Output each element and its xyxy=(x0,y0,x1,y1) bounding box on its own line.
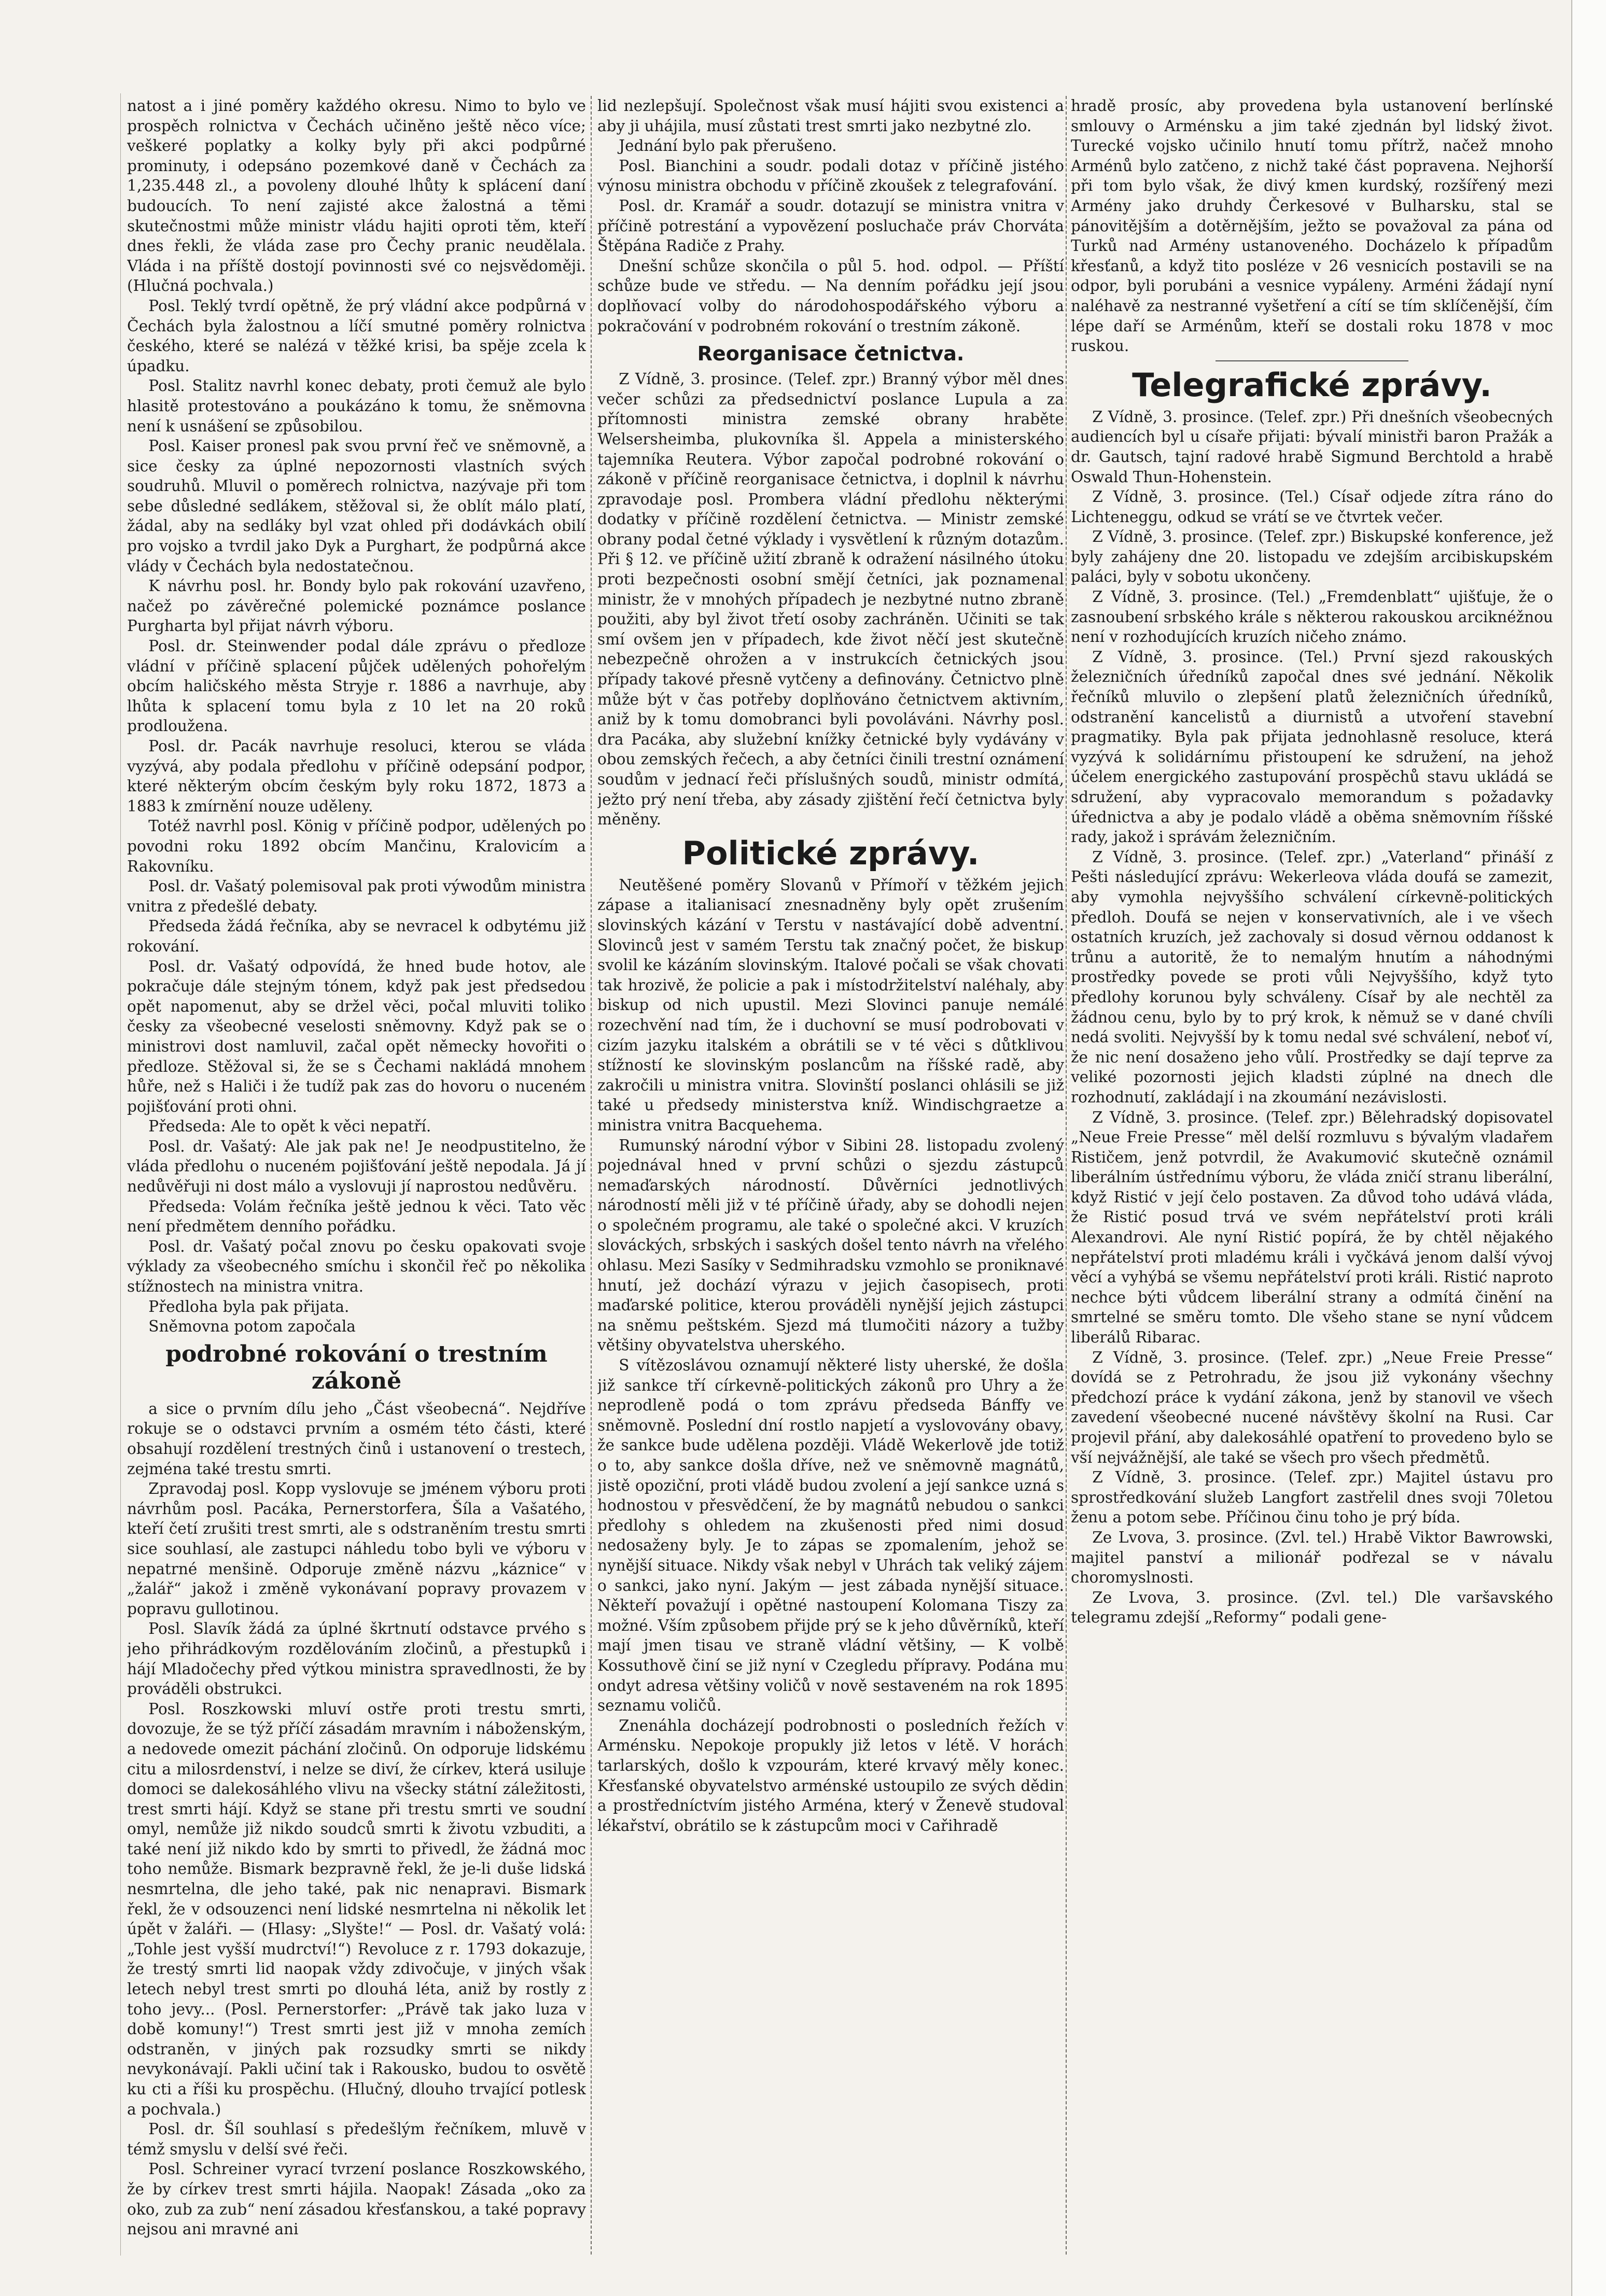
section-heading: Reorganisace četnictva. xyxy=(697,342,965,366)
telegram-item: Z Vídně, 3. prosince. (Tel.) „Fremdenblatt“ ujišťuje, že o zasnoubení srbského krále s některou rakouskou arciknéžnou není v rozhodujících kruzích ničeho známo. xyxy=(1071,588,1553,646)
page-margin-line xyxy=(120,93,121,2256)
article-paragraph: Posl. dr. Vašatý polemisoval pak proti výwodům ministra vnitra z předešlé debaty. xyxy=(127,877,586,915)
section-heading: Politické zprávy. xyxy=(682,834,980,872)
article-paragraph: Zpravodaj posl. Kopp vyslovuje se jménem výboru proti návrhům posl. Pacáka, Pernerstorfera, Šíla a Vašatého, kteří četí zrušiti trest smrti, ale s odstraněním trestu smrti sice souhlasí, ale zastupci náhledu tobo byli ve výboru v nepatrné menšině. Odporuje změně názvu „káznice“ v „žalář“ jakož i změně vykonávaní popravy provazem v popravu gullotinou. xyxy=(127,1480,586,1618)
arménsko-continued: hradě prosíc, aby provedena byla ustanovení berlínské smlouvy o Arménsku a jim také zjednán byl lidský život. Turecké vojsko učinilo hnutí tomu přítrž, načež mnoho Arménů bylo zatčeno, z nichž také část popravena. Nejhorší při tom bylo však, že divý kmen kurdský, rozšířený mezi Armény jako druhdy Čerkesové v Bulharsku, stal se pánovitějším a dotěrnějším, ježto se považoval za pána od Turků nad Armény ustanoveného. Docházelo k případům křesťanů, a když tito posléze v 26 vesnicích postavili se na odpor, byli porubáni a vesnice vypáleny. Arméni žádají nyní naléhavě za nestranné vyšetření a cítí se tím sklíčenější, čím lépe daří se Arménům, kteří se dostali roku 1878 v moc ruskou. xyxy=(1071,97,1553,355)
article-paragraph: Posl. Stalitz navrhl konec debaty, proti čemuž ale bylo hlasitě protestováno a poukázáno k tomu, že sněmovna není k usnášení se způsobilou. xyxy=(127,377,586,435)
telegram-item: Z Vídně, 3. prosince. (Tel.) Císař odjede zítra ráno do Lichteneggu, odkud se vrátí se ve čtvrtek večer. xyxy=(1071,488,1553,526)
article-paragraph: Předseda žádá řečníka, aby se nevracel k odbytému již rokování. xyxy=(127,917,586,955)
article-paragraph: Posl. Schreiner vyrací tvrzení poslance Roszkowského, že by církev trest smrti hájila. Naopak! Zásada „oko za oko, zub za zub“ není zásadou křesťanskou, a také popravy nejsou ani mravné ani xyxy=(127,2160,586,2238)
subsection-heading: podrobné rokování o trestním zákoně xyxy=(165,1340,548,1394)
column-3 xyxy=(1071,96,1553,2255)
article-paragraph: Sněmovna potom započala xyxy=(148,1318,356,1336)
article-paragraph: Předseda: Volám řečníka ještě jednou k věci. Tato věc není předmětem denního pořádku. xyxy=(127,1197,586,1236)
article-paragraph: Předseda: Ale to opět k věci nepatří. xyxy=(148,1117,431,1136)
article-paragraph: Posl. dr. Vašatý odpovídá, že hned bude hotov, ale pokračuje dále stejným tónem, když pak jest předsedou opět napomenut, aby se držel věci, počal mluviti toliko česky za všeobecné veselosti sněmovny. Když pak se o ministrovi dost namluvil, začal opět německy hovořiti o předloze. Stěžoval si, že se s Čechami nakládá mnohem hůře, než s Haliči i že tudíž pak zas do hovoru o nuceném pojišťování proti ohni. xyxy=(127,957,586,1115)
telegram-item: Z Vídně, 3. prosince. (Telef. zpr.) Při dnešních všeobecných audiencích byl u císaře přijati: bývalí ministři baron Pražák a dr. Gautsch, tajní radové hrabě Sigmund Berchtold a hrabě Oswald Thun-Hohenstein. xyxy=(1071,408,1553,486)
article-paragraph: Rumunský národní výbor v Sibini 28. listopadu zvolený pojednával hned v první schůzi o sjezdu zástupců nemaďarských národností. Důvěrníci jednotlivých národností měli již v té příčině úřady, aby se dohodli nejen o společném programu, ale také o společné akci. V kruzích slováckých, srbských i saských došel tento návrh na vřelého ohlasu. Mezi Sasíky v Sedmihradsku vzmohlo se proniknavé hnutí, jež dochází výrazu v jejich časopisech, proti maďarské politice, kterou prováděli nynější jejich zástupci na sněmu peštském. Sjezd má tlumočiti názory a tužby většiny obyvatelstva uherského. xyxy=(597,1136,1064,1354)
article-paragraph: Posl. Roszkowski mluví ostře proti trestu smrti, dovozuje, že se týž příčí zásadám mravním i náboženským, a nedovede omezit páchání zločinů. On odporuje lidskému citu a milosrdenství, i nelze se diví, že církev, která usiluje domoci se dalekosáhlého vlivu na všecky státní záležitosti, trest smrti hájí. Když se stane při trestu smrti ve soudní omyl, nemůže již nikdo soudců smrti k životu vzbuditi, a také není již nikdo kdo by smrti to přivedl, že žádná moc toho nemůže. Bismark bezpravně řekl, že je-li duše lidská nesmrtelna, dle jeho také, pak nic nenapravi. Bismark řekl, že v odsouzenci není lidské nesmrtelna ni několik let úpět v žaláři. — (Hlasy: „Slyšte!“ — Posl. dr. Vašatý volá: „Tohle jest vyšší mudrctví!“) Revoluce z r. 1793 dokazuje, že trestý smrti lid naopak vždy zdivočuje, v jiných však letech nebyl trest smrti po dlouhá léta, aniž by rostly z toho jevy... (Posl. Pernerstorfer: „Právě tak jako luza v době komuny!“) Trest smrti jest již v mnoha zemích odstraněn, v jiných pak rozsudky smrti se nikdy nevykonávají. Pakli učiní tak i Rakousko, budou to osvětě ku cti a říši ku prospěchu. (Hlučný, dlouho trvající potlesk a pochvala.) xyxy=(127,1700,586,2118)
article-paragraph: Dnešní schůze skončila o půl 5. hod. odpol. — Příští schůze bude ve středu. — Na denním pořádku její jsou doplňovací volby do národohospodářského výboru a pokračování v podrobném rokování o trestním zákoně. xyxy=(597,257,1064,335)
telegram-item: Z Vídně, 3. prosince. (Telef. zpr.) Biskupské konference, jež byly zahájeny dne 20. listopadu ve zdejším arcibiskupském paláci, byly v sobotu ukončeny. xyxy=(1071,528,1553,586)
article-paragraph: Neutěšené poměry Slovanů v Přímoří v těžkém jejich zápase a italianisací znesnadněny byly opět zrušením slovinských kázání v Terstu v nastávající době adventní. Slovinců jest v samém Terstu tak značný počet, že biskup svolil ke kázáním slovinským. Italové počali se však chovati tak hrozivě, že policie a pak i místodržitelství naléhaly, aby biskup od nich upustil. Mezi Slovinci panuje nemálé rozechvění nad tím, že i duchovní se musí podrobovati v cizím jazyku italském a obrátili se v té věci s důtklivou stížností ke slovinským poslancům na říšské radě, aby zakročili u ministra vnitra. Slovinští poslanci ohlásili se již také u předsedy ministerstva kníž. Windischgraetze a ministra vnitra Bacquehema. xyxy=(597,876,1064,1134)
article-paragraph: Posl. dr. Pacák navrhuje resoluci, kterou se vláda vyzývá, aby podala předlohu v příčině odepsání podpor, které některým obcím českým byly roku 1872, 1873 a 1883 k zmírnění nouze uděleny. xyxy=(127,737,586,815)
article-paragraph: a sice o prvním dílu jeho „Část všeobecná“. Nejdříve rokuje se o odstavci prvním a osmém této části, které obsahují rozdělení trestných činů i ustanovení o trestech, zejména také trestu smrti. xyxy=(127,1399,586,1478)
article-paragraph: Posl. Slavík žádá za úplné škrtnutí odstavce prvého s jeho přihrádkovým rozdělováním zločinů, a přestupků i hájí Mladočechy před výtkou ministra spravedlnosti, že by prováděli obstrukci. xyxy=(127,1620,586,1698)
telegram-item: Ze Lvova, 3. prosince. (Zvl. tel.) Hrabě Viktor Bawrowski, majitel panství a milionář podřezal se v návalu choromyslnosti. xyxy=(1071,1528,1553,1587)
article-paragraph: Totéž navrhl posl. König v příčině podpor, udělených po povodni roku 1892 obcím Mančinu, Kralovicím a Rakovníku. xyxy=(127,817,586,875)
article-paragraph: Předloha byla pak přijata. xyxy=(148,1297,350,1315)
article-paragraph: Z Vídně, 3. prosince. (Telef. zpr.) Branný výbor měl dnes večer schůzi za předsednictví poslance Lupula a za přítomnosti ministra zemské obrany hraběte Welsersheimba, plukovníka šl. Appela a ministerského tajemníka Reutera. Výbor započal podrobné rokování o zákoně v příčině reorganisace četnictva, i doplnil k návrhu zpravodaje posl. Prombera vládní předlohu některými dodatky v příčině rozdělení četnictva. — Ministr zemské obrany podal četné výklady i vysvětlení k různým dotazům. Při § 12. ve příčině užití zbraně k odražení násilného útoku proti bezpečnosti osobní smějí četníci, jak poznamenal ministr, že v mnohých případech je nezbytné nutno zbraně použiti, aby byl život třetí osoby zachráněn. Učiniti se tak smí ovšem jen v případech, kde život něčí jest skutečně nebezpečně ohrožen a v instrukcích četnických jsou případy takové přesně vytčeny a definovány. Četnictvo plně může být v čas potřeby doplňováno četnictvem aktivním, aniž by k tomu domobranci byli povoláváni. Návrhy posl. dra Pacáka, aby služební knížky četnické byly vydávány v obou zemských řečech, a aby četníci činili trestní oznámení soudům v jednací řeči příslušných soudů, ministr odmítá, ježto prý není třeba, aby zásady zjištění řečí četnictva byly měněny. xyxy=(597,370,1064,829)
article-paragraph: lid nezlepšují. Společnost však musí hájiti svou existenci a aby ji uhájila, musí zůstati trest smrti jako nezbytné zlo. xyxy=(597,97,1064,135)
telegram-list xyxy=(1071,407,1553,1628)
telegram-item: Ze Lvova, 3. prosince. (Zvl. tel.) Dle varšavského telegramu zdejší „Reformy“ podali gene- xyxy=(1071,1588,1553,1627)
article-paragraph: Jednání bylo pak přerušeno. xyxy=(619,137,837,155)
section-heading-telegrafické-zprávy: Telegrafické zprávy. xyxy=(1132,366,1492,404)
column-divider xyxy=(591,96,592,2255)
article-paragraph: Znenáhla docházejí podrobnosti o posledních řežích v Arménsku. Nepokoje propukly již letos v létě. V horách tarlarských, došlo k vzpourám, které krvavý měly konec. Křesťanské obyvatelstvo arménské ustoupilo ze svých dědin a prostředníctvím jistého Arména, který v Ženevě studoval lékařství, obrátilo se k zástupcům moci v Cařihradě xyxy=(597,1716,1064,1835)
article-paragraph: Posl. dr. Steinwender podal dále zprávu o předloze vládní v příčině splacení půjček udělených pohořelým obcím haličského města Stryje r. 1886 a navrhuje, aby lhůta k splacení tomu byla z 10 let na 20 roků prodloužena. xyxy=(127,637,586,735)
telegram-item: Z Vídně, 3. prosince. (Telef. zpr.) Majitel ústavu pro sprostředkování služeb Langfort zastřelil dnes svoji 70letou ženu a potom sebe. Příčinou činu toho je prý bída. xyxy=(1071,1468,1553,1527)
article-paragraph: Posl. Teklý tvrdí opětně, že prý vládní akce podpůrná v Čechách byla žalostnou a líčí smutné poměry rolnictva českého, které se nalézá v těžké krisi, ba spěje zcela k úpadku. xyxy=(127,297,586,375)
article-paragraph: Posl. dr. Vašatý: Ale jak pak ne! Je neodpustitelno, že vláda předlohu o nuceném pojišťování ještě nepodala. Já jí nedůvěřuji ni dost málo a vyslovuji jí naprostou nedůvěru. xyxy=(127,1137,586,1196)
column-2 xyxy=(597,96,1064,2255)
telegram-item: Z Vídně, 3. prosince. (Telef. zpr.) „Vaterland“ přináší z Pešti následující zprávu: Wekerleova vláda doufá se zamezit, aby vymohla nejvyššího schválení církevně-politických předloh. Doufá se nejen v konservativních, ale i ve všech ostatních kruzích, jež zachovaly si dosud věrnou oddanost k trůnu a autoritě, že to nemalým hnutím a náhodnými prostředky povede se proti vůli Nejvyššího, když tyto předlohy korunou byly schváleny. Císař by ale nechtěl za žádnou cenu, bylo by to prý krok, k němuž se v dané chvíli nedá svoliti. Nejvyšší by k tomu nedal své schválení, neboť ví, že nic není dosaženo jeho vůlí. Prostředky se dají teprve za veliké pozornosti jejich kladsti zúplné na dnech dle rozhodnutí, zakládají i na zkoumání nezávislosti. xyxy=(1071,848,1553,1106)
article-paragraph: Posl. Bianchini a soudr. podali dotaz v příčině jistého výnosu ministra obchodu v příčině zkoušek z telegrafování. xyxy=(597,157,1064,195)
article-paragraph: Posl. Kaiser pronesl pak svou první řeč ve sněmovně, a sice česky za úplné nepozornosti vlastních svých soudruhů. Mluvil o poměrech rolnictva, nazývaje při tom sebe důsledné sedlákem, stěžoval si, že oblít málo platí, žádal, aby na sedláky byl vzat ohled při dodávkách obilí pro vojsko a tvrdil jako Dyk a Purghart, že podpůrná akce vlády v Čechách byla nedostatečnou. xyxy=(127,437,586,575)
telegram-item: Z Vídně, 3. prosince. (Telef. zpr.) „Neue Freie Presse“ dovídá se z Petrohradu, že jsou již vykonány všechny předchozí práce k vydání zákona, jenž by stanovil ve všech zavedení všeobecné nucené návštěvy školní na Rusi. Car projevil přání, aby dalekosáhlé opatření to provedeno bylo se vší nejvážnější, ale také se všech pro všech předmětů. xyxy=(1071,1348,1553,1466)
article-paragraph: Posl. dr. Vašatý počal znovu po česku opakovati svoje výklady za všeobecného smíchu i skončil řeč po několika stížnostech na ministra vnitra. xyxy=(127,1237,586,1296)
article-paragraph: K návrhu posl. hr. Bondy bylo pak rokování uzavřeno, načež po závěrečné polemické poznámce poslance Purgharta byl přijat návrh výboru. xyxy=(127,577,586,635)
article-paragraph: S vítězoslávou oznamují některé listy uherské, že došla již sankce tří církevně-politických zákonů pro Uhry a že neprodleně podá o tom zprávu předseda Bánffy ve sněmovně. Poslední dní rostlo napjetí a vyslovovány obavy, že sankce bude udělena později. Vládě Wekerlově jde totiž o to, aby sankce došla dříve, než ve sněmovně magnátů, jistě opoziční, proti vládě budou zvolení a její sankce uzná s hodnostou v přesvědčení, že by magnátů nebudou o sankci předlohy s ohledem na zkušenosti před nimi dosud nedosaženy byly. Je to zápas se zpomalením, jehož se nynější situace. Nikdy však nebyl v Uhrách tak veliký zájem o sankci, jako nyní. Jakým — jest zábada nynější situace. Někteří považují i opětné nastoupení Kolomana Tiszy za možné. Vším způsobem přijde prý se k jeho důvěrníků, kteří mají jmen tisau ve straně vládní většiny, — K volbě Kossuthově činí se již nyní v Czegledu přípravy. Podána mu ondyt adresa většiny voličů v nově sestaveném na rok 1895 seznamu voličů. xyxy=(597,1356,1064,1715)
telegram-item: Z Vídně, 3. prosince. (Telef. zpr.) Bělehradský dopisovatel „Neue Freie Presse“ měl delší rozmluvu s bývalým vladařem Rističem, jenž potvrdil, že Avakumović skutečně oznámil liberálním ústřednímu výboru, že vláda zničí stranu liberální, když Ristić v její čelo postaven. Za důvod toho udává vláda, že Ristić posud trvá ve svém nepřátelství proti králi Alexandrovi. Ale nyní Ristić popírá, že by chtěl nějakého nepřátelství proti mladému králi i vyčkává jenom další vývoj věcí a vyhýbá se všemu nepřátelství proti králi. Ristić naproto nechce býti vůdcem liberální strany a odmítá činění na smrtelné se směru tomto. Dle všeho stane se nyní vůdcem liberálů Ribarac. xyxy=(1071,1108,1553,1347)
article-paragraph: Posl. dr. Kramář a soudr. dotazují se ministra vnitra v příčině potrestání a vypovězení posluchače práv Chorváta Štěpána Radiče z Prahy. xyxy=(597,197,1064,255)
article-paragraph: natost a i jiné poměry každého okresu. Nimo to bylo ve prospěch rolnictva v Čechách učiněno ještě něco více; veškeré poplatky a kolky byly při akci podpůrné prominuty, i odepsáno pozemkové daně v Čechách za 1,235.448 zl., a povoleny dlouhé lhůty k splácení daní budoucích. To není zajisté akce žalostná a těmi skutečnostmi může ministr vládu hajiti oproti těm, kteří dnes řekli, že vláda zase pro Čechy pranic neudělala. Vláda i na příště dostojí povinnosti své co nejsvědoměji. (Hlučná pochvala.) xyxy=(127,97,586,295)
adjacent-page-edge xyxy=(1571,0,1606,2296)
column-1 xyxy=(127,96,586,2255)
section-separator xyxy=(1216,360,1408,361)
article-paragraph: Posl. dr. Šíl souhlasí s předešlým řečníkem, mluvě v témž smyslu v delší své řeči. xyxy=(127,2120,586,2158)
column-divider xyxy=(1066,96,1067,2255)
telegram-item: Z Vídně, 3. prosince. (Tel.) První sjezd rakouských železničních úředníků započal dnes své jednání. Několik řečníků mluvilo o zlepšení platů železničních úředníků, odstranění kancelistů a diurnistů a utvoření stavební pragmatiky. Byla pak přijata jednohlasně resoluce, která vyzývá k solidárnímu přistoupení ke sdružení, na jehož účelem energického zastupování prospěchů stavu ukládá se sdružení, aby vypracovalo memorandum s požadavky úřednictva a aby je podalo vládě a oběma sněmovním říšské rady, jakož i správám železničním. xyxy=(1071,648,1553,846)
